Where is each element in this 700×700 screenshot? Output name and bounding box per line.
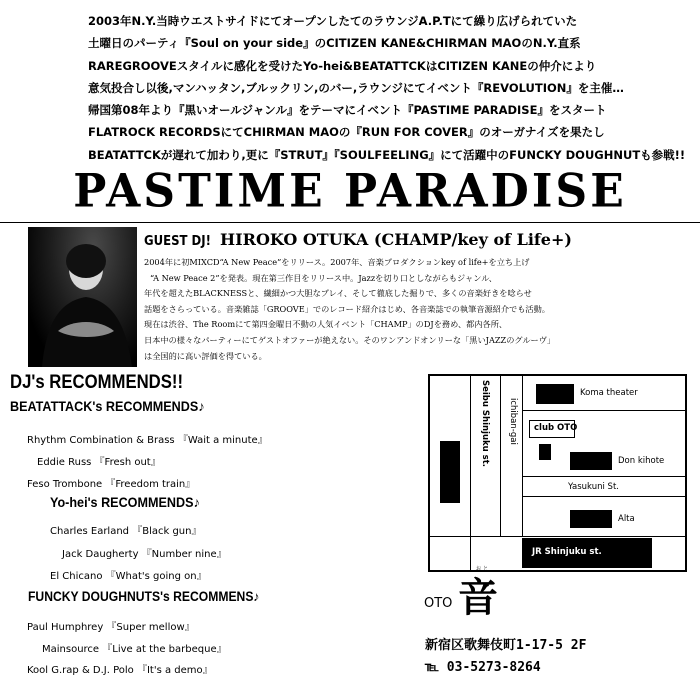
map-street-line xyxy=(522,376,523,536)
bio-line: 日本中の様々なパーティーにてゲストオファーが絶えない。そのワンアンドオンリーな「黒いJAZZのグルーヴ」 xyxy=(144,334,556,345)
alta-label: Alta xyxy=(618,514,635,524)
jr-shinjuku-label: JR Shinjuku st. xyxy=(532,547,602,557)
track-item: El Chicano 『What's going on』 xyxy=(50,571,207,582)
access-map xyxy=(428,374,687,572)
divider xyxy=(0,222,700,223)
yohei-heading: Yo-hei's RECOMMENDS♪ xyxy=(50,494,200,510)
map-street-line xyxy=(522,410,685,411)
koma-theater-label: Koma theater xyxy=(580,388,638,398)
track-item: Charles Earland 『Black gun』 xyxy=(50,526,202,537)
ichiban-gai-label: ichiban-gai xyxy=(508,398,518,445)
don-kihote-label: Don kihote xyxy=(618,456,665,466)
guest-photo xyxy=(28,227,137,367)
bio-line: は全国的に高い評価を得ている。 xyxy=(144,350,267,361)
guest-dj-name: HIROKO OTUKA (CHAMP/key of Life+) xyxy=(220,230,572,249)
map-street-line xyxy=(430,536,685,537)
intro-line: 2003年N.Y.当時ウエストサイドにてオープンしたてのラウンジA.P.Tにて繰り広げられていた xyxy=(88,14,578,28)
track-item: Jack Daugherty 『Number nine』 xyxy=(62,549,227,560)
track-item: Eddie Russ 『Fresh out』 xyxy=(37,457,161,468)
track-item: Mainsource 『Live at the barbeque』 xyxy=(42,644,227,655)
recommends-title: DJ's RECOMMENDS!! xyxy=(10,372,184,393)
track-item: Paul Humphrey 『Super mellow』 xyxy=(27,622,195,633)
oto-logo: 音 xyxy=(458,574,498,621)
guest-dj-label: GUEST DJ! xyxy=(144,234,211,249)
bio-line: 2004年に初MIXCD“A New Peace”をリリース。2007年、音楽プロダクションkey of life+を立ち上げ xyxy=(144,257,530,267)
alta-building xyxy=(570,510,612,528)
intro-line: BEATATTCKが遅れて加わり,更に『STRUT』『SOULFEELING』にて活躍中のFUNCKY DOUGHNUTも参戦!! xyxy=(88,147,686,162)
intro-line: 土曜日のパーティ『Soul on your side』のCITIZEN KANE&CHIRMAN MAOのN.Y.直系 xyxy=(88,36,581,51)
intro-line: 意気投合し以後,マンハッタン,ブルックリン,のバー,ラウンジにてイベント『REVOLUTION』を主催… xyxy=(88,80,624,95)
koma-theater-building xyxy=(536,384,574,404)
funcky-doughnuts-heading: FUNCKY DOUGHNUTS's RECOMMENS♪ xyxy=(28,589,260,604)
bio-line: 話題をさらっている。音楽雑誌「GROOVE」でのレコード紹介はじめ、各音楽誌での執筆音源紹介でも活動。 xyxy=(144,303,550,314)
yasukuni-st-label: Yasukuni St. xyxy=(568,482,619,492)
track-item: Feso Trombone 『Freedom train』 xyxy=(27,479,196,490)
event-title: PASTIME PARADISE xyxy=(73,164,627,219)
club-oto-label: club OTO xyxy=(534,423,578,433)
map-street-line xyxy=(522,476,685,477)
club-oto-building xyxy=(539,444,551,460)
track-item: Rhythm Combination & Brass 『Wait a minute』 xyxy=(27,435,268,446)
seibu-shinjuku-label: Seibu Shinjuku st. xyxy=(480,380,490,468)
intro-line: RAREGROOVEスタイルに感化を受けたYo-hei&BEATATTCKはCITIZEN KANEの仲介により xyxy=(88,58,597,73)
intro-paragraph xyxy=(88,10,688,166)
map-street-line xyxy=(522,496,685,497)
bio-line: 現在は渋谷、The Roomにて第四金曜日不動の人気イベント「CHAMP」のDJを務め、都内各所、 xyxy=(144,319,508,330)
venue-tel: ℡ 03-5273-8264 xyxy=(425,660,541,675)
oto-name: OTO xyxy=(424,596,453,611)
guest-bio xyxy=(144,255,555,364)
oto-ruby: おと xyxy=(476,566,491,572)
venue-address: 新宿区歌舞伎町1-17-5 2F xyxy=(425,638,587,653)
track-item: Kool G.rap & D.J. Polo 『It's a demo』 xyxy=(27,665,213,676)
intro-line: 帰国第08年より『黒いオールジャンル』をテーマにイベント『PASTIME PARADISE』をスタート xyxy=(88,103,607,118)
intro-line: FLATROCK RECORDSにてCHIRMAN MAOの『RUN FOR COVER』のオーガナイズを果たし xyxy=(88,125,605,140)
map-building xyxy=(440,441,460,503)
dj-silhouette-image xyxy=(28,227,137,367)
map-street-line xyxy=(500,376,501,536)
bio-line: “A New Peace 2”を発表。現在第三作目をリリース中。Jazzを切り口としながらもジャンル、 xyxy=(150,272,497,283)
guest-dj-heading xyxy=(144,230,572,249)
don-kihote-building xyxy=(570,452,612,470)
beatattack-heading: BEATATTACK's RECOMMENDS♪ xyxy=(10,398,205,414)
map-street-line xyxy=(470,376,471,570)
bio-line: 年代を超えたBLACKNESSと、繊細かつ大胆なプレイ、そして徹底した掘りで、多くの音楽好きを唸らせ xyxy=(144,288,532,299)
